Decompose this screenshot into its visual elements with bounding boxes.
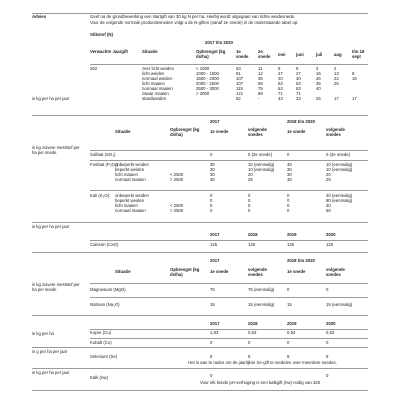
divider (90, 190, 368, 191)
divider (90, 283, 368, 284)
col-header-opbrengst: Opbrengst (kg ds/ha) (170, 127, 200, 137)
divider (90, 160, 368, 161)
divider (90, 297, 368, 298)
sulfaat-2018-volgende: 0 (2e snede) (326, 152, 351, 157)
kobalt-label: Kobalt (Co) (90, 340, 112, 345)
side-label: in kg per ha per jaar (32, 224, 70, 229)
side-label: in g per ha per jaar (32, 349, 68, 354)
magnesium-2018-volgende: 0 (326, 287, 329, 292)
divider (90, 150, 368, 151)
kalk-2020: 0 (326, 373, 329, 378)
fosfaat-situatie: onbeperkt weiden beperkt weiden licht maaien normaal maaien (115, 162, 149, 182)
stikstof-period: 2017 t/m 2020 (205, 40, 233, 45)
situatie-list: zeer licht weiden licht weiden normaal weiden licht maaien normaal maaien zwaar maaien standweiden (142, 66, 175, 101)
kali-2018-volgende: 40 (eenmalig) 80 (eenmalig) 30 50 (326, 193, 353, 213)
advies-intro-line-2: Voor de volgende normale productiesneden volgt u de N-giften (vanaf 2e snede) in de onderstaande tabel op: (90, 19, 299, 25)
stikstof-title: Stikstof (N) (90, 32, 113, 37)
advies-intro-line-1: Geef na de grondbewerking een startgift van 30 kg N per ha. Hierbij wordt uitgegaan van lichte weidesnede. (90, 14, 296, 19)
col-header-volgende-2017: volgende snedes (248, 267, 267, 277)
col-header-snede-1-2017: 1e snede (210, 269, 229, 274)
spore-year-2018: 2018 (248, 321, 258, 326)
divider (32, 390, 368, 391)
col-header-juli: juli (316, 52, 323, 57)
kobalt-2017: 0 (210, 340, 213, 345)
col-header-snede-1-2017: 1e snede (210, 129, 229, 134)
year-2017: 2017 (210, 119, 220, 124)
calcium-year-2019: 2019 (287, 232, 297, 237)
sulfaat-2017-volgende: 0 (2e snede) (248, 152, 273, 157)
sept-values: 9 16 17 (352, 70, 357, 101)
col-header-situatie: Situatie (115, 269, 131, 274)
col-header-snede-1: 1e snede (236, 49, 249, 59)
spore-year-2017: 2017 (210, 321, 220, 326)
advies-label: Advies (32, 14, 47, 19)
col-header-situatie: Situatie (142, 49, 158, 54)
aug-values: 2 13 22 26 17 (334, 66, 339, 101)
year-2018-2020: 2018 t/m 2020 (287, 119, 315, 124)
kobalt-2020: 0 (326, 340, 329, 345)
kobalt-2019: 0 (287, 340, 290, 345)
col-header-situatie: Situatie (115, 129, 131, 134)
side-label: in kg zuivere meststof per ha per snede (32, 145, 80, 156)
kali-opbrengst: < 2500 > 2500 (170, 202, 184, 213)
sulfaat-2018-snede-1: 0 (287, 152, 290, 157)
fosfaat-2017-snede-1: 30 30 30 30 (210, 162, 215, 182)
side-label: in kg per ha (32, 331, 54, 336)
col-header-snede-2: 2e snede (258, 49, 271, 59)
kali-2017-snede-1: 0 0 0 0 (210, 193, 213, 213)
divider (32, 347, 368, 348)
magnesium-2017-snede-1: 75 (210, 287, 215, 292)
selenium-2017: 9 (210, 354, 213, 359)
natrium-2017-snede-1: 15 (210, 302, 215, 307)
kali-2018-snede-1: 0 0 0 0 (287, 193, 290, 213)
spore-year-2019: 2019 (287, 321, 297, 326)
col-header-sept: t/m 15 sept (352, 49, 365, 59)
koper-2019: 0,53 (287, 330, 296, 335)
selenium-2018: 9 (248, 354, 251, 359)
col-header-volgende-2018: volgende snedes (326, 267, 345, 277)
selenium-2019: 9 (287, 354, 290, 359)
col-header-juni: juni (296, 52, 304, 57)
mg-year-2017: 2017 (210, 258, 220, 263)
kali-label: Kali (K₂O) (90, 193, 110, 198)
kalk-2017: 0 (210, 373, 213, 378)
col-header-volgende-2017: volgende snedes (248, 127, 267, 137)
spore-year-2020: 2020 (326, 321, 336, 326)
calcium-2020: 125 (326, 242, 334, 247)
mg-year-2018-2020: 2018 t/m 2020 (287, 258, 315, 263)
col-header-opbrengst: Opbrengst (kg ds/ha) (170, 267, 200, 277)
magnesium-2018-snede-1: 0 (287, 287, 290, 292)
kobalt-2018: 0 (248, 340, 251, 345)
divider (90, 338, 368, 339)
selenium-2020: 9 (326, 354, 329, 359)
divider (32, 315, 368, 316)
fosfaat-2018-snede-1: 30 30 30 30 (287, 162, 292, 182)
calcium-2017: 125 (210, 242, 218, 247)
fosfaat-2017-volgende: 10 (eenmalig) 10 (eenmalig) 20 25 (248, 162, 275, 182)
calcium-year-2018: 2018 (248, 232, 258, 237)
col-header-snede-1-2018: 1e snede (287, 269, 306, 274)
calcium-label: Calcium (CaO) (90, 242, 119, 247)
magnesium-label: Magnesium (MgO) (90, 287, 126, 292)
koper-2020: 0,53 (326, 330, 335, 335)
snede-1-values: 63 91 107 107 115 121 82 (236, 66, 244, 101)
opbrengst-list: < 1000 1000 - 1500 1500 - 2000 2000 - 2500 2500 - 3000 > 3000 (196, 66, 219, 96)
divider (32, 368, 368, 369)
calcium-2019: 125 (287, 242, 295, 247)
divider (90, 240, 368, 241)
col-header-jaargift: Verwachte Jaargift (90, 49, 128, 54)
natrium-2018-volgende: 15 (eenmalig) (326, 302, 353, 307)
koper-label: Koper (Cu) (90, 330, 112, 335)
sulfaat-2017-snede-1: 0 (210, 152, 213, 157)
koper-2017: 1,93 (210, 330, 219, 335)
mei-values: 9 27 40 53 63 71 43 (278, 66, 283, 101)
fosfaat-2018-volgende: 10 (eenmalig) 10 (eenmalig) 20 25 (326, 162, 353, 182)
calcium-year-2020: 2020 (326, 232, 336, 237)
koper-2018: 0,53 (248, 330, 257, 335)
selenium-label: Selenium (Se) (90, 354, 118, 359)
selenium-note: Het is aan te raden om de jaarlijkse Se-gift te verdelen over meerdere snedes. (188, 360, 337, 365)
calcium-2018: 125 (248, 242, 256, 247)
side-label: in kg zuivere meststof per ha per snede (32, 282, 80, 293)
kalk-label: Kalk (nw) (90, 375, 108, 380)
sulfaat-label: Sulfaat (SO₃) (90, 152, 116, 157)
side-label: in kg per ha per jaar (32, 370, 70, 375)
fosfaat-opbrengst: < 2500 > 2500 (170, 171, 184, 182)
col-header-mei: mei (278, 52, 286, 57)
col-header-volgende-2018: volgende snedes (326, 127, 345, 137)
juli-values: 2 16 26 35 40 25 (316, 66, 321, 101)
divider (32, 222, 368, 223)
natrium-2018-snede-1: 15 (287, 302, 292, 307)
col-header-aug: aug (334, 52, 342, 57)
kalk-note: Voor elk liende pH-verhoging is een kalkgift (nw) nodig van 320 (200, 380, 321, 385)
fosfaat-label: Fosfaat (P₂O₅) (90, 162, 118, 167)
calcium-year-2017: 2017 (210, 232, 220, 237)
juni-values: 9 27 40 53 63 71 33 (296, 66, 301, 101)
natrium-label: Natrium (Na₂O) (90, 302, 120, 307)
divider (90, 64, 368, 65)
kali-situatie: onbeperkt weiden beperkt weiden licht maaien normaal maaien (115, 193, 149, 213)
divider (32, 115, 368, 116)
kali-2017-volgende: 0 0 0 0 (248, 193, 251, 213)
jaargift-value: 262 (90, 66, 98, 71)
col-header-opbrengst: Opbrengst (kg ds/ha) (196, 49, 226, 59)
natrium-2017-volgende: 15 (eenmalig) (248, 302, 275, 307)
col-header-snede-1-2018: 1e snede (287, 129, 306, 134)
snede-2-values: 11 12 36 56 75 89 - (258, 66, 263, 101)
side-label: in kg per ha per jaar (32, 96, 70, 101)
magnesium-2017-volgende: 75 (eenmalig) (248, 287, 275, 292)
divider (32, 252, 368, 253)
